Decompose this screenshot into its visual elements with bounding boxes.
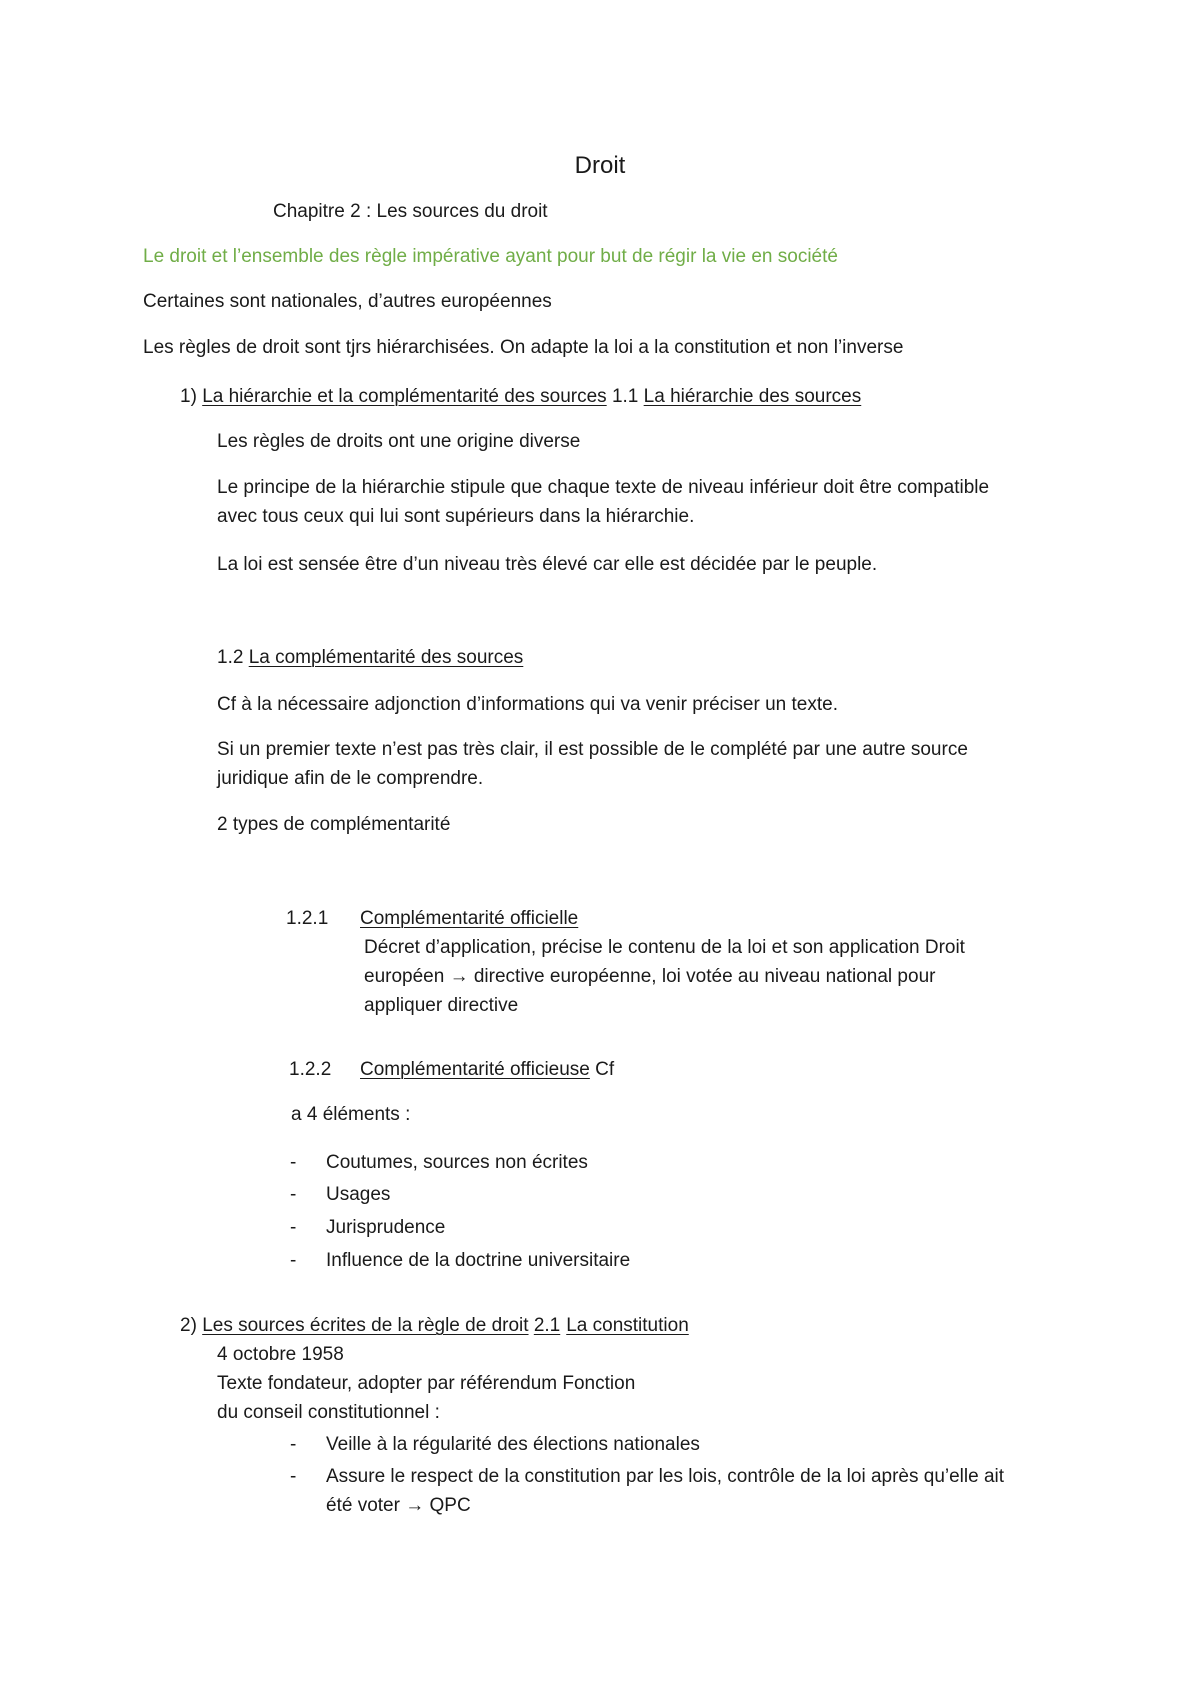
list-item: Influence de la doctrine universitaire — [326, 1250, 631, 1271]
paragraph: Si un premier texte n’est pas très clair, il est possible de le complété par une autre source — [217, 739, 968, 760]
subsubsection-number: 1.2.1 — [286, 908, 329, 929]
section-title: La hiérarchie et la complémentarité des sources — [202, 386, 607, 407]
subsection-title: La complémentarité des sources — [248, 647, 524, 668]
paragraph: Décret d’application, précise le contenu de la loi et son application Droit — [364, 937, 965, 958]
paragraph: avec tous ceux qui lui sont supérieurs dans la hiérarchie. — [217, 506, 695, 527]
list-item: Jurisprudence — [326, 1217, 446, 1238]
chapter-heading: Chapitre 2 : Les sources du droit — [273, 201, 548, 222]
title-suffix: Cf — [595, 1059, 615, 1080]
definition-text: Le droit et l’ensemble des règle impérative ayant pour but de régir la vie en société — [143, 246, 838, 267]
paragraph: La loi est sensée être d’un niveau très élevé car elle est décidée par le peuple. — [217, 554, 878, 575]
subsubsection-number: 1.2.2 — [289, 1059, 332, 1080]
paragraph: a 4 éléments : — [291, 1104, 411, 1125]
list-item-continuation: été voter → QPC — [326, 1495, 471, 1516]
paragraph: appliquer directive — [364, 995, 519, 1016]
paragraph: Le principe de la hiérarchie stipule que chaque texte de niveau inférieur doit être compatible — [217, 477, 990, 498]
paragraph: Texte fondateur, adopter par référendum Fonction — [217, 1373, 636, 1394]
bullet-dash: - — [290, 1184, 297, 1205]
bullet-dash: - — [290, 1152, 297, 1173]
subsubsection-title: Complémentarité officielle — [360, 908, 579, 929]
bullet-dash: - — [290, 1250, 297, 1271]
origin-text: Certaines sont nationales, d’autres européennes — [143, 291, 552, 312]
bullet-dash: - — [290, 1434, 297, 1455]
section-title: Les sources écrites de la règle de droit — [202, 1315, 529, 1336]
paragraph: 2 types de complémentarité — [217, 814, 451, 835]
subsection-number: 1.2 — [217, 647, 244, 668]
paragraph: juridique afin de le comprendre. — [217, 768, 484, 789]
list-item: Veille à la régularité des élections nationales — [326, 1434, 700, 1455]
section-number: 1) — [180, 386, 197, 407]
list-item: Coutumes, sources non écrites — [326, 1152, 588, 1173]
paragraph: du conseil constitutionnel : — [217, 1402, 440, 1423]
subsubsection-heading — [360, 1055, 614, 1084]
paragraph: 4 octobre 1958 — [217, 1344, 344, 1365]
subsection-heading — [217, 643, 523, 672]
subsection-number: 1.1 — [611, 386, 639, 407]
paragraph: Cf à la nécessaire adjonction d’informations qui va venir préciser un texte. — [217, 694, 838, 715]
bullet-dash: - — [290, 1466, 297, 1487]
list-item: Assure le respect de la constitution par les lois, contrôle de la loi après qu’elle ait — [326, 1466, 1005, 1487]
hierarchy-note: Les règles de droit sont tjrs hiérarchisées. On adapte la loi a la constitution et non l’inverse — [143, 337, 904, 358]
subsection-number: 2.1 — [533, 1315, 561, 1336]
bullet-dash: - — [290, 1217, 297, 1238]
list-item: Usages — [326, 1184, 391, 1205]
subsubsection-title: Complémentarité officieuse — [360, 1059, 590, 1080]
subsection-title: La constitution — [566, 1315, 689, 1336]
paragraph: Les règles de droits ont une origine diverse — [217, 431, 581, 452]
subsection-title: La hiérarchie des sources — [643, 386, 862, 407]
section1-heading — [180, 382, 861, 411]
section2-heading — [180, 1311, 689, 1340]
paragraph: européen → directive européenne, loi votée au niveau national pour — [364, 966, 936, 987]
section-number: 2) — [180, 1315, 197, 1336]
document-title: Droit — [574, 152, 626, 179]
